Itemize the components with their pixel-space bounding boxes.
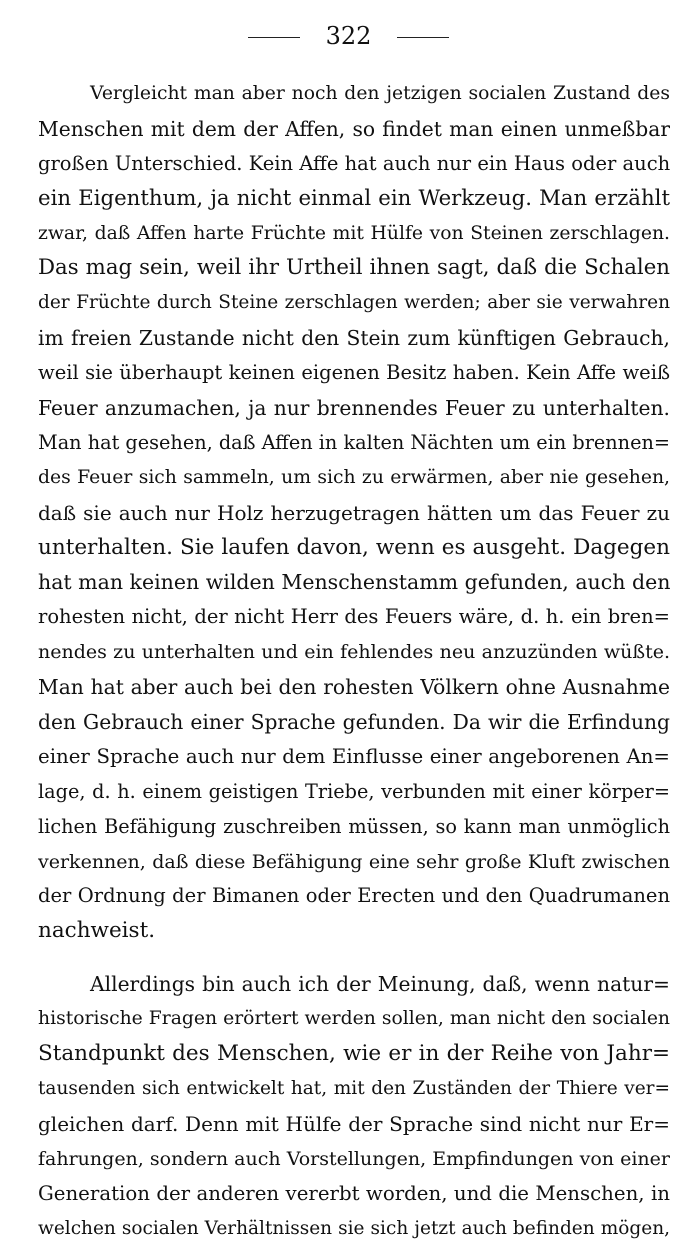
paragraph-1	[38, 77, 670, 949]
text-line: nendes zu unterhalten und ein fehlendes neu anzuzünden wüßte.	[38, 635, 670, 670]
text-line: im freien Zustande nicht den Stein zum künftigen Gebrauch,	[38, 321, 670, 356]
text-line: Das mag sein, weil ihr Urtheil ihnen sagt, daß die Schalen	[38, 251, 670, 286]
text-line: hat man keinen wilden Menschenstamm gefunden, auch den	[38, 565, 670, 600]
header-rule-right	[397, 37, 449, 38]
text-line: Feuer anzumachen, ja nur brennendes Feuer zu unterhalten.	[38, 391, 670, 426]
text-line: des Feuer sich sammeln, um sich zu erwärmen, aber nie gesehen,	[38, 461, 670, 496]
text-line: der Ordnung der Bimanen oder Erecten und den Quadrumanen	[38, 879, 670, 914]
text-line: der Früchte durch Steine zerschlagen werden; aber sie verwahren	[38, 286, 670, 321]
text-line: tausenden sich entwickelt hat, mit den Zuständen der Thiere ver=	[38, 1072, 670, 1107]
text-line: Generation der anderen vererbt worden, und die Menschen, in	[38, 1177, 670, 1212]
text-line: weil sie überhaupt keinen eigenen Besitz haben. Kein Affe weiß	[38, 356, 670, 391]
text-line: Man hat gesehen, daß Affen in kalten Nächten um ein brennen=	[38, 426, 670, 461]
text-line: zwar, daß Affen harte Früchte mit Hülfe von Steinen zerschlagen.	[38, 217, 670, 252]
text-line: ein Eigenthum, ja nicht einmal ein Werkzeug. Man erzählt	[38, 182, 670, 217]
text-line: verkennen, daß diese Befähigung eine sehr große Kluft zwischen	[38, 845, 670, 880]
text-line: welchen socialen Verhältnissen sie sich jetzt auch befinden mögen,	[38, 1212, 670, 1246]
text-line: gleichen darf. Denn mit Hülfe der Sprache sind nicht nur Er=	[38, 1107, 670, 1142]
text-line: rohesten nicht, der nicht Herr des Feuers wäre, d. h. ein bren=	[38, 600, 670, 635]
text-line: unterhalten. Sie laufen davon, wenn es ausgeht. Dagegen	[38, 531, 670, 566]
text-line: historische Fragen erörtert werden sollen, man nicht den socialen	[38, 1002, 670, 1037]
page-header	[0, 18, 697, 54]
text-line: Menschen mit dem der Affen, so findet man einen unmeßbar	[38, 112, 670, 147]
text-line: fahrungen, sondern auch Vorstellungen, Empfindungen von einer	[38, 1142, 670, 1177]
text-line: nachweist.	[38, 914, 670, 949]
text-line: daß sie auch nur Holz herzugetragen hätten um das Feuer zu	[38, 496, 670, 531]
header-rule-left	[248, 37, 300, 38]
text-line: Man hat aber auch bei den rohesten Völkern ohne Ausnahme	[38, 670, 670, 705]
text-line: einer Sprache auch nur dem Einflusse einer angeborenen An=	[38, 740, 670, 775]
text-line: Standpunkt des Menschen, wie er in der Reihe von Jahr=	[38, 1037, 670, 1072]
text-line: den Gebrauch einer Sprache gefunden. Da wir die Erfindung	[38, 705, 670, 740]
text-line: lichen Befähigung zuschreiben müssen, so kann man unmöglich	[38, 810, 670, 845]
page-number: 322	[326, 22, 372, 50]
text-line: Vergleicht man aber noch den jetzigen socialen Zustand des	[38, 77, 670, 112]
text-body	[38, 77, 670, 1246]
text-line: Allerdings bin auch ich der Meinung, daß, wenn natur=	[38, 967, 670, 1002]
text-line: großen Unterschied. Kein Affe hat auch nur ein Haus oder auch	[38, 147, 670, 182]
text-line: lage, d. h. einem geistigen Triebe, verbunden mit einer körper=	[38, 775, 670, 810]
paragraph-2	[38, 967, 670, 1246]
